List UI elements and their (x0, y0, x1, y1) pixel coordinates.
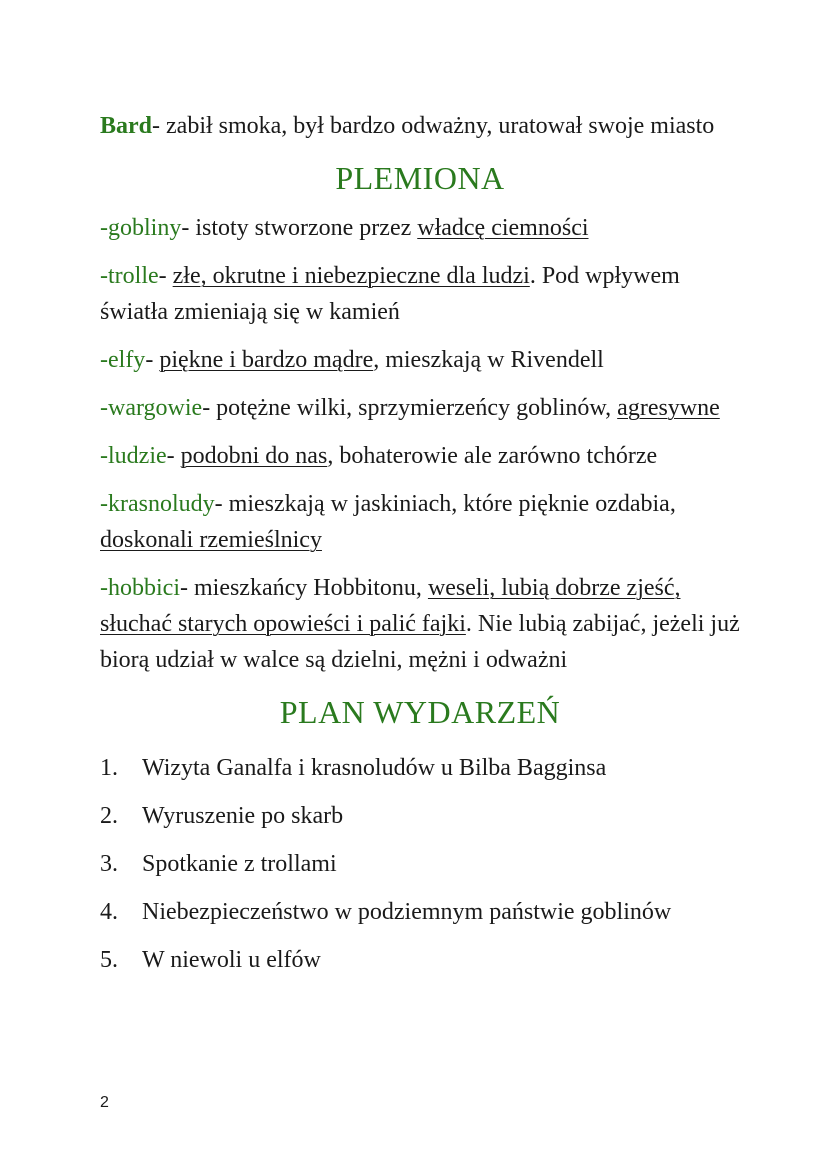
plan-item (100, 846, 740, 882)
plan-item-text: Spotkanie z trollami (142, 851, 337, 877)
bard-name: Bard (100, 113, 153, 139)
tribe-name: -hobbici (100, 575, 180, 601)
bard-paragraph (100, 108, 740, 144)
tribe-underlined-text: agresywne (617, 395, 720, 421)
tribe-underlined-text: złe, okrutne i niebezpieczne dla ludzi (172, 263, 530, 289)
plan-item-number: 4. (100, 899, 118, 925)
tribe-name: -gobliny (100, 215, 182, 241)
plan-item-text: W niewoli u elfów (142, 947, 321, 973)
tribe-text: - istoty stworzone przez (181, 215, 418, 241)
plan-item-number: 3. (100, 851, 118, 877)
tribe-item-wargowie (100, 390, 740, 426)
tribe-underlined-text: doskonali rzemieślnicy (100, 527, 322, 553)
plan-item-number: 1. (100, 755, 118, 781)
plan-item (100, 798, 740, 834)
plan-item (100, 750, 740, 786)
tribe-item-elfy (100, 342, 740, 378)
tribe-text: - (158, 263, 173, 289)
tribe-text: - (145, 347, 160, 373)
tribe-text: - (166, 443, 181, 469)
plan-item-number: 5. (100, 947, 118, 973)
tribe-underlined-text: weseli, lubią dobrze zjeść, słuchać starych opowieści i palić fajki (100, 575, 681, 637)
page-content (100, 108, 740, 990)
plemiona-heading: PLEMIONA (335, 160, 505, 196)
tribe-name: -ludzie (100, 443, 167, 469)
plan-item-text: Niebezpieczeństwo w podziemnym państwie goblinów (142, 899, 672, 925)
tribe-name: -elfy (100, 347, 146, 373)
tribe-name: -wargowie (100, 395, 203, 421)
plan-item-number: 2. (100, 803, 118, 829)
plan-heading: PLAN WYDARZEŃ (279, 694, 561, 730)
plan-item-text: Wizyta Ganalfa i krasnoludów u Bilba Bagginsa (142, 755, 607, 781)
tribe-item-gobliny (100, 210, 740, 246)
tribe-item-hobbici (100, 570, 740, 678)
plan-list (100, 750, 740, 978)
bard-description: - zabił smoka, był bardzo odważny, uratował swoje miasto (152, 113, 715, 139)
plan-item-text: Wyruszenie po skarb (142, 803, 344, 829)
tribe-name: -trolle (100, 263, 159, 289)
tribe-text: - mieszkańcy Hobbitonu, (179, 575, 428, 601)
tribe-text-end: . Pod wpływem światła zmieniają się w kamień (100, 263, 680, 325)
plan-item (100, 894, 740, 930)
tribe-text: - mieszkają w jaskiniach, które pięknie ozdabia, (214, 491, 676, 517)
page-number: 2 (100, 1094, 109, 1111)
tribe-text: - potężne wilki, sprzymierzeńcy goblinów, (202, 395, 618, 421)
tribe-item-ludzie (100, 438, 740, 474)
tribe-text-end: . Nie lubią zabijać, jeżeli już biorą udział w walce są dzielni, mężni i odważni (100, 611, 740, 673)
tribe-underlined-text: władcę ciemności (417, 215, 589, 241)
tribe-text-end: , bohaterowie ale zarówno tchórze (327, 443, 658, 469)
tribe-text-end: , mieszkają w Rivendell (373, 347, 604, 373)
tribe-item-krasnoludy (100, 486, 740, 558)
plan-item (100, 942, 740, 978)
tribe-name: -krasnoludy (100, 491, 215, 517)
tribe-underlined-text: podobni do nas (180, 443, 328, 469)
tribe-item-trolle (100, 258, 740, 330)
tribe-underlined-text: piękne i bardzo mądre (159, 347, 374, 373)
